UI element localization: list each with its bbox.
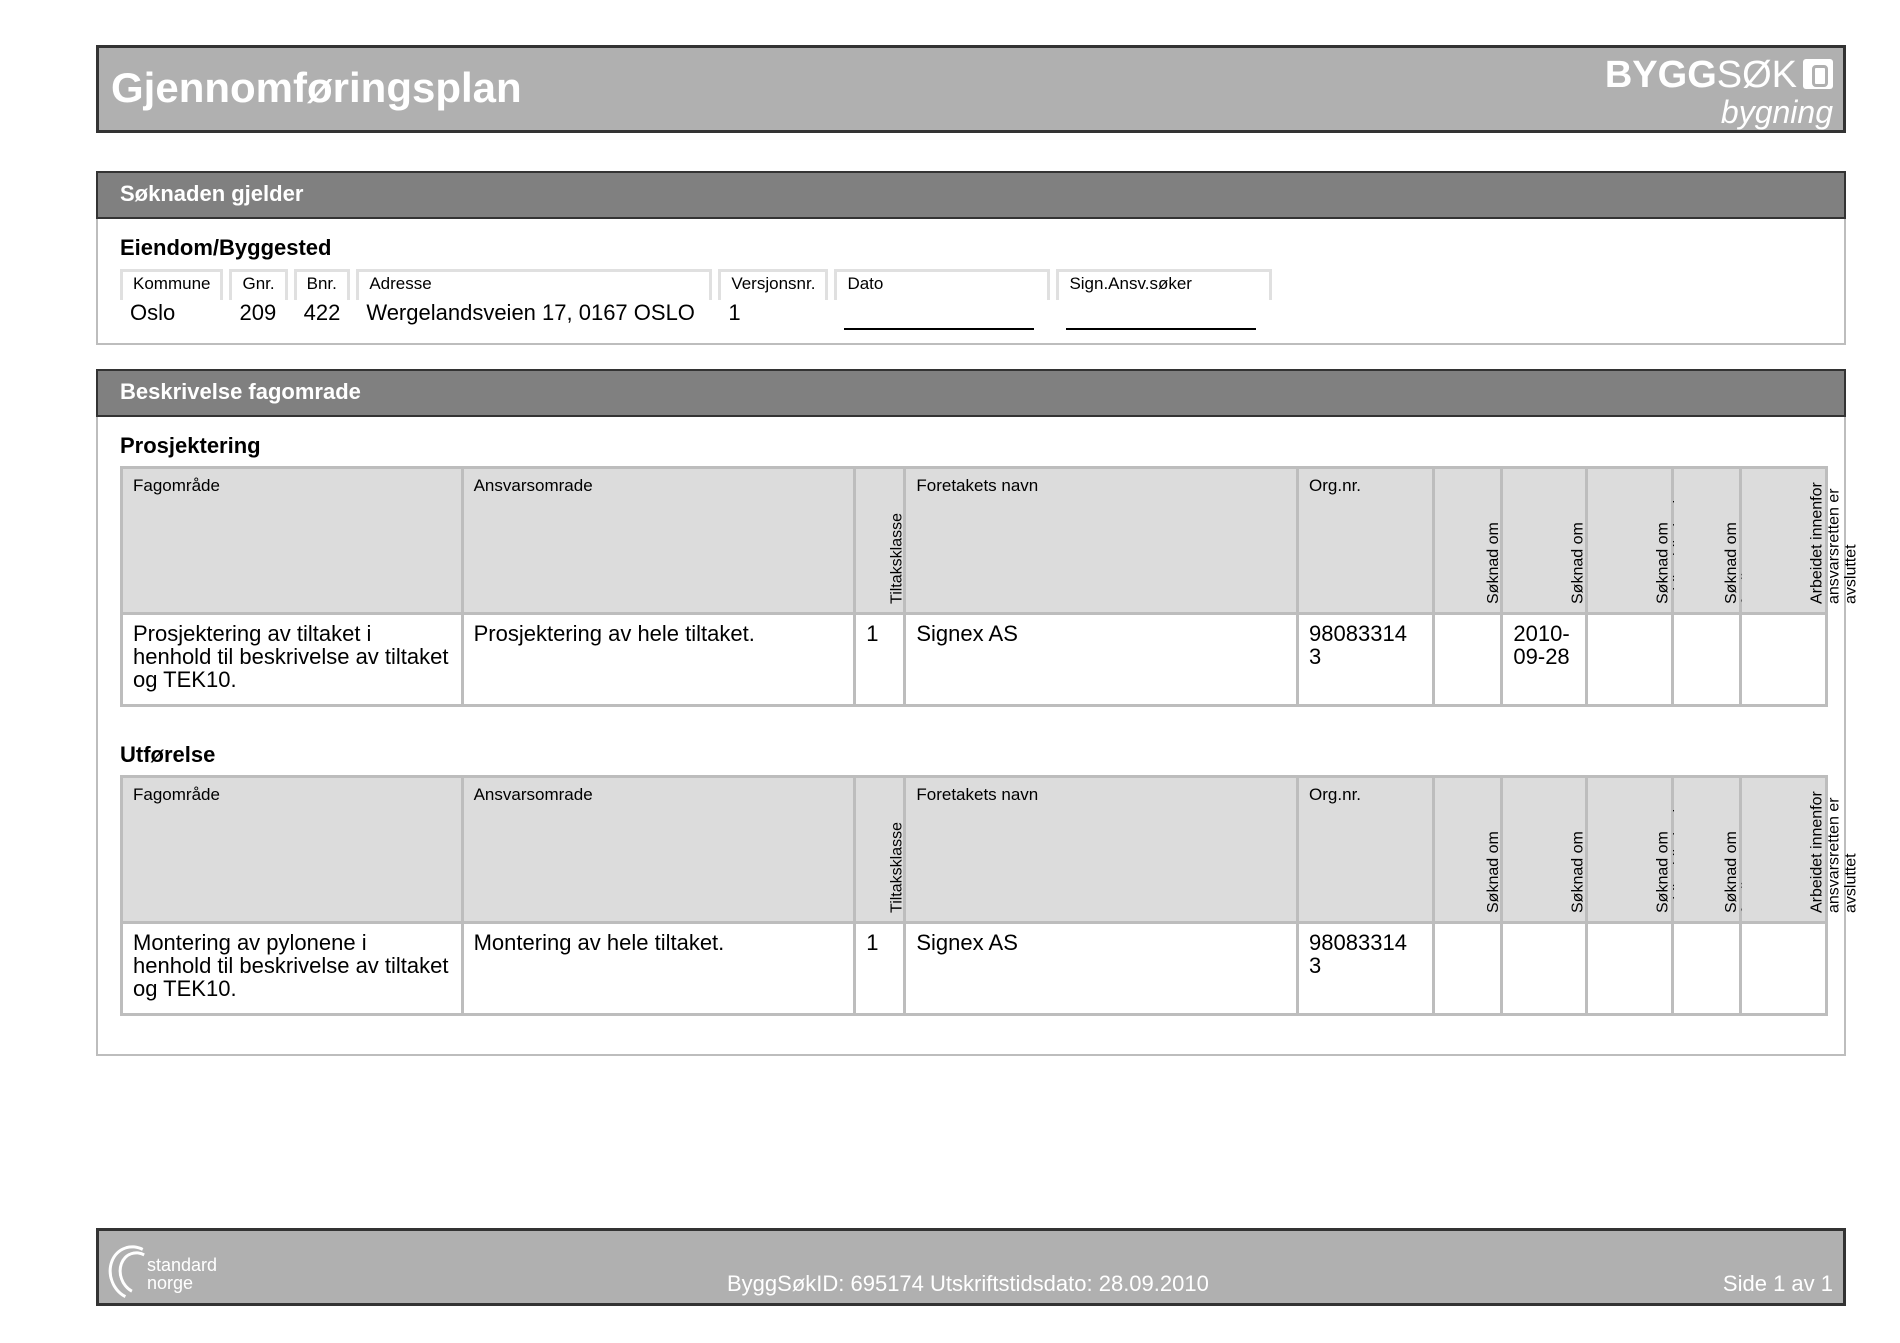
dato-label: Dato [834,269,1050,300]
cell-orgnr: 98083314 3 [1298,614,1434,706]
description-section-title: Beskrivelse fagomrade [96,369,1846,417]
cell-orgnr: 98083314 3 [1298,923,1434,1015]
group-title-prosjektering: Prosjektering [120,433,261,458]
cell-ramme [1434,614,1502,706]
cell-ansvarsomrade: Montering av hele tiltaket. [462,923,855,1015]
versjon-value: 1 [728,300,741,325]
cell-avsluttet [1740,614,1826,706]
col-igangsetting: Søknad om [1502,777,1586,923]
kommune-value: Oslo [130,300,176,325]
document-header [96,45,1846,133]
byggsok-logo-wordmark: BYGGSØK [1605,54,1833,97]
col-ansvarsomrade: Ansvarsomrade [462,468,855,614]
cell-midlertidig [1586,923,1672,1015]
sign-signature-line [1066,300,1256,330]
col-foretak: Foretakets navn [905,468,1298,614]
application-section-title: Søknaden gjelder [96,171,1846,219]
footer-id-date: ByggSøkID: 695174 Utskriftstidsdato: 28.09.2010 [727,1271,1209,1296]
group-title-utforelse: Utførelse [120,742,216,767]
adresse-value: Wergelandsveien 17, 0167 OSLO [366,300,695,325]
page-number: Side 1 av 1 [1722,1271,1833,1296]
kommune-label: Kommune [120,269,223,300]
col-igangsetting: Søknad om [1502,468,1586,614]
col-ferdigattest: Søknad om [1672,777,1740,923]
col-tiltaksklasse: Tiltaksklasse [855,777,905,923]
versjon-label: Versjonsnr. [718,269,828,300]
cell-tiltaksklasse: 1 [855,923,905,1015]
col-orgnr: Org.nr. [1298,468,1434,614]
table-row [122,614,1827,706]
cell-fagomrade: Montering av pylonene i henhold til beskrivelse av tiltaket og TEK10. [122,923,463,1015]
cell-ferdigattest [1672,923,1740,1015]
cell-avsluttet [1740,923,1826,1015]
table-header-row [122,468,1827,614]
adresse-label: Adresse [356,269,712,300]
standard-norge-line1: standard [147,1255,218,1275]
col-ramme: Søknad om [1434,468,1502,614]
standard-norge-logo [107,1239,237,1299]
byggsok-logo [1593,54,1833,128]
responsibility-table-prosjektering [120,466,1860,707]
cell-ramme [1434,923,1502,1015]
cell-igangsetting [1502,923,1586,1015]
description-section [96,369,1860,1056]
sign-label: Sign.Ansv.søker [1056,269,1272,300]
property-table [114,269,1278,334]
col-orgnr: Org.nr. [1298,777,1434,923]
col-ramme: Søknad om [1434,777,1502,923]
standard-norge-line2: norge [147,1273,194,1293]
table-header-row [122,777,1827,923]
dato-value [834,300,1050,334]
col-foretak: Foretakets navn [905,777,1298,923]
cell-tiltaksklasse: 1 [855,614,905,706]
col-tiltaksklasse: Tiltaksklasse [855,468,905,614]
cell-ansvarsomrade: Prosjektering av hele tiltaket. [462,614,855,706]
cell-ferdigattest [1672,614,1740,706]
table-row [122,923,1827,1015]
document-title: Gjennomføringsplan [111,64,522,111]
gnr-label: Gnr. [229,269,287,300]
cell-igangsetting: 2010-09-28 [1502,614,1586,706]
bnr-label: Bnr. [294,269,351,300]
sign-value [1056,300,1272,334]
property-title: Eiendom/Byggested [120,235,332,260]
cell-foretak: Signex AS [905,614,1298,706]
dato-signature-line [844,300,1034,330]
byggsok-badge-icon [1803,59,1833,89]
col-avsluttet: Arbeidet innenfor ansvarsretten er avsluttet [1740,468,1826,614]
cell-foretak: Signex AS [905,923,1298,1015]
document-footer [96,1228,1846,1306]
col-midlertidig: Søknad om [1586,468,1672,614]
col-ferdigattest: Søknad om [1672,468,1740,614]
col-fagomrade: Fagområde [122,777,463,923]
col-fagomrade: Fagområde [122,468,463,614]
col-midlertidig: Søknad om [1586,777,1672,923]
col-avsluttet: Arbeidet innenfor ansvarsretten er avsluttet [1740,777,1826,923]
byggsok-logo-sub: bygning [1720,94,1833,130]
col-ansvarsomrade: Ansvarsomrade [462,777,855,923]
cell-midlertidig [1586,614,1672,706]
cell-fagomrade: Prosjektering av tiltaket i henhold til beskrivelse av tiltaket og TEK10. [122,614,463,706]
bnr-value: 422 [303,300,341,325]
application-section [96,171,1846,345]
responsibility-table-utforelse [120,775,1860,1016]
gnr-value: 209 [239,300,277,325]
